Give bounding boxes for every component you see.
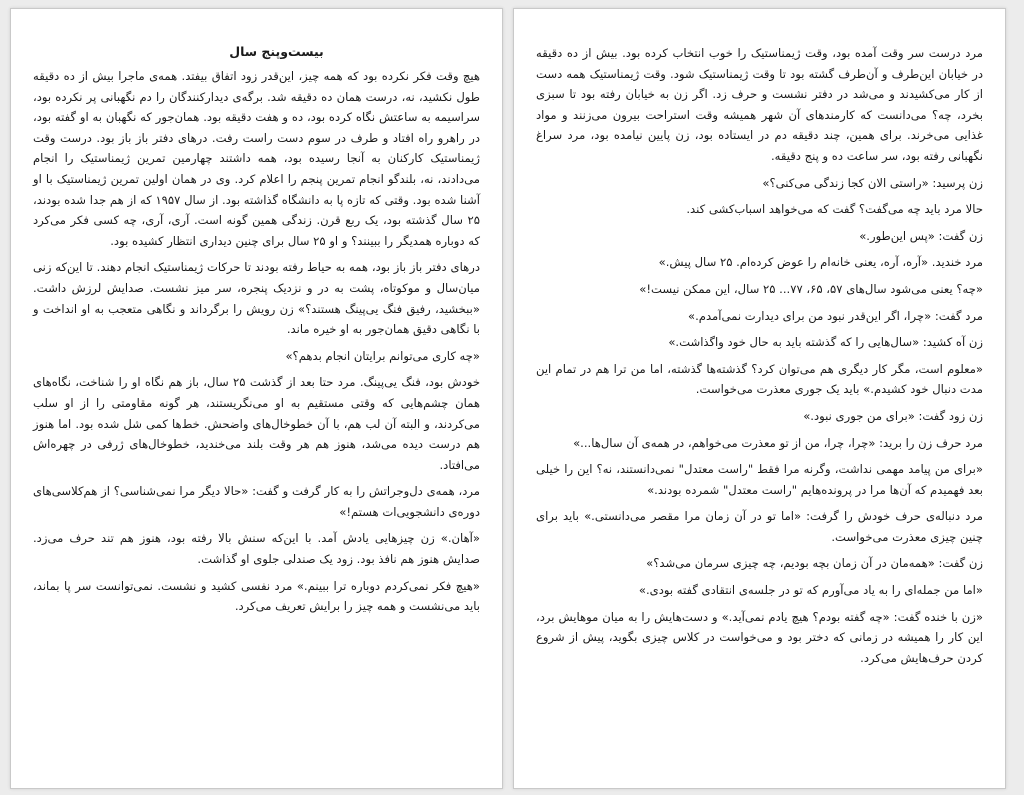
- paragraph: «زن با خنده گفت: «چه گفته بودم؟ هیچ یادم نمی‌آید.» و دست‌هایش را به میان موهایش برد، این کار را همیشه در زمانی که دختر بود و می‌خواست در کلاس چیزی بگوید، پیش از شروع کردن حرف‌هایش می‌کرد.: [536, 609, 983, 665]
- paragraph: مرد خندید. «آره، آره، یعنی خانه‌ام را عوض کرده‌ام. ۲۵ سال پیش.»: [658, 255, 983, 270]
- right-page: [513, 8, 1006, 789]
- paragraph: «هیچ فکر نمی‌کردم دوباره ترا ببینم.» مرد نفسی کشید و نشست. نمی‌توانست سر پا بماند، باید می‌نشست و همه چیز را برایش تعریف می‌کرد.: [33, 578, 480, 614]
- paragraph: مرد درست سر وقت آمده بود، وقت ژیمناستیک را خوب انتخاب کرده بود. بیش از ده دقیقه در خیابان این‌طرف و آن‌طرف گشته بود تا وقت ژیمناستیک شود. وقت ژیمناستیک همه دست از کار می‌کشیدند و می‌شد در دفتر نشست و حرف زد. اگر زن به خیابان رفته بود تا سبزی بخرد، چه؟ می‌دانست که کارمندهای آن شهر همیشه وقت استراحت بیرون می‌زنند و مواد غذایی می‌خرند. برای همین، چند دقیقه دم در ایستاده بود، زن پایین نیامده بود، مرد سراغ نگهبانی رفته بود، سر ساعت ده و پنج دقیقه.: [536, 46, 983, 163]
- paragraph: درهای دفتر باز باز بود، همه به حیاط رفته بودند تا حرکات ژیمناستیک انجام دهند. تا این‌که زنی میان‌سال و موکوتاه، پشت به در و نزدیک پنجره، سر میز نشست. صدایش لرزش داشت. «ببخشید، رفیق فنگ یی‌پینگ هستند؟» زن رویش را برگرداند و نگاهی متعجب به او انداخت و با نگاهی دقیق همان‌جور به او خیره ماند.: [33, 260, 480, 337]
- paragraph: زن آه کشید: «سال‌هایی را که گذشته باید به حال خود واگذاشت.»: [668, 335, 983, 350]
- paragraph: مرد دنباله‌ی حرف خودش را گرفت: «اما تو در آن زمان مرا مقصر می‌دانستی.» باید برای چنین چیزی معذرت می‌خواست.: [536, 509, 983, 544]
- paragraph: «آهان.» زن چیزهایی یادش آمد. با این‌که سنش بالا رفته بود، هنوز هم تند حرف می‌زد. صدایش هنوز هم نافذ بود. زود یک صندلی جلوی او گذاشت.: [33, 531, 480, 567]
- paragraph: «برای من پیامد مهمی نداشت، وگرنه مرا فقط "راست معتدل" نمی‌دانستند، نه؟ این را خیلی بعد فهمیدم که آن‌ها مرا در پرونده‌هایم "راست معتدل" شمرده بودند.»: [536, 462, 983, 497]
- paragraph: هیچ وقت فکر نکرده بود که همه چیز، این‌قدر زود اتفاق بیفتد. همه‌ی ماجرا بیش از ده دقیقه طول نکشید، نه، درست همان ده دقیقه شد. برگه‌ی دیدارکنندگان را دم نگهبانی پر نکرده بود، سراسیمه به ساعتش نگاه کرده بود، ده و هفت دقیقه بود. همان‌جور که نگهبان به او گفته بود، در راهرو راه افتاد و طرف در سوم دست راست رفت. درهای دفتر باز باز بود. درست وقت ژیمناستیک کارکنان به آنجا رسیده بود، همه داشتند چهارمین تمرین ژیمناستیک را انجام می‌دادند، نه، بلندگو انجام تمرین پنجم را اعلام کرد. وی در همان اولین تمرین ژیمناستیک با او آشنا شده بود. وقتی که تازه پا به دانشگاه گذاشته بود. از سال ۱۹۵۷ که از هم جدا شده بودند، ۲۵ سال گذشته بود، یک ربع قرن. زندگی همین گونه است. آری، آری، چه کسی فکر می‌کرد که دوباره همدیگر را ببینند؟ و او ۲۵ سال برای چنین دیداری انتظار کشیده بود.: [33, 69, 480, 248]
- paragraph: زن گفت: «پس این‌طور.»: [859, 228, 983, 243]
- story-title: بیست‌وپنج سال: [229, 44, 324, 59]
- paragraph: «اما من جمله‌ای را به یاد می‌آورم که تو در جلسه‌ی انتقادی گفته بودی.»: [638, 583, 983, 598]
- left-page-content: [33, 42, 480, 623]
- paragraph: «چه کاری می‌توانم برایتان انجام بدهم؟»: [285, 348, 480, 363]
- paragraph: «معلوم است، مگر کار دیگری هم می‌توان کرد؟ گذشته‌ها گذشته، اما من ترا هم در تمام این مدت دنبال خود کشیدم.» باید یک جوری معذرت می‌خواست.: [536, 361, 983, 397]
- paragraph: زن گفت: «همه‌مان در آن زمان بچه بودیم، چه چیزی سرمان می‌شد؟»: [646, 556, 983, 571]
- left-page: [10, 8, 503, 789]
- paragraph: مرد، همه‌ی دل‌وجراتش را به کار گرفت و گفت: «حالا دیگر مرا نمی‌شناسی؟ از هم‌کلاسی‌های دوره‌ی دانشجویی‌ات هستم!»: [33, 484, 480, 519]
- right-page-content: [536, 43, 983, 674]
- paragraph: «چه؟ یعنی می‌شود سال‌های ۵۷، ۶۵، ۷۷... ۲۵ سال، این ممکن نیست!»: [639, 281, 983, 296]
- paragraph: حالا مرد باید چه می‌گفت؟ گفت که می‌خواهد اسباب‌کشی کند.: [686, 202, 983, 217]
- paragraph: زن زود گفت: «برای من جوری نبود.»: [803, 408, 983, 423]
- paragraph: مرد حرف زن را برید: «چرا، چرا، من از تو معذرت می‌خواهم، در همه‌ی آن سال‌ها...»: [573, 435, 983, 450]
- paragraph: خودش بود، فنگ یی‌پینگ. مرد حتا بعد از گذشت ۲۵ سال، باز هم نگاه او را شناخت، نگاه‌های همان چشم‌هایی که وقتی مستقیم به او می‌نگریستند، هر گونه مقاومتی را از او سلب می‌کردند، و البته آن لب هم، با آن خطوخال‌های واضحش. خط‌ها کمی شل شده بود. اما هنوز هم درست دیده می‌شد، هنوز هم هر وقت بلند می‌خندید، خطوخال‌های ژرفی در چهره‌اش می‌افتاد.: [33, 375, 480, 472]
- paragraph: زن پرسید: «راستی الان کجا زندگی می‌کنی؟»: [762, 175, 983, 190]
- paragraph: مرد گفت: «چرا، اگر این‌قدر نبود من برای دیدارت نمی‌آمدم.»: [688, 308, 983, 323]
